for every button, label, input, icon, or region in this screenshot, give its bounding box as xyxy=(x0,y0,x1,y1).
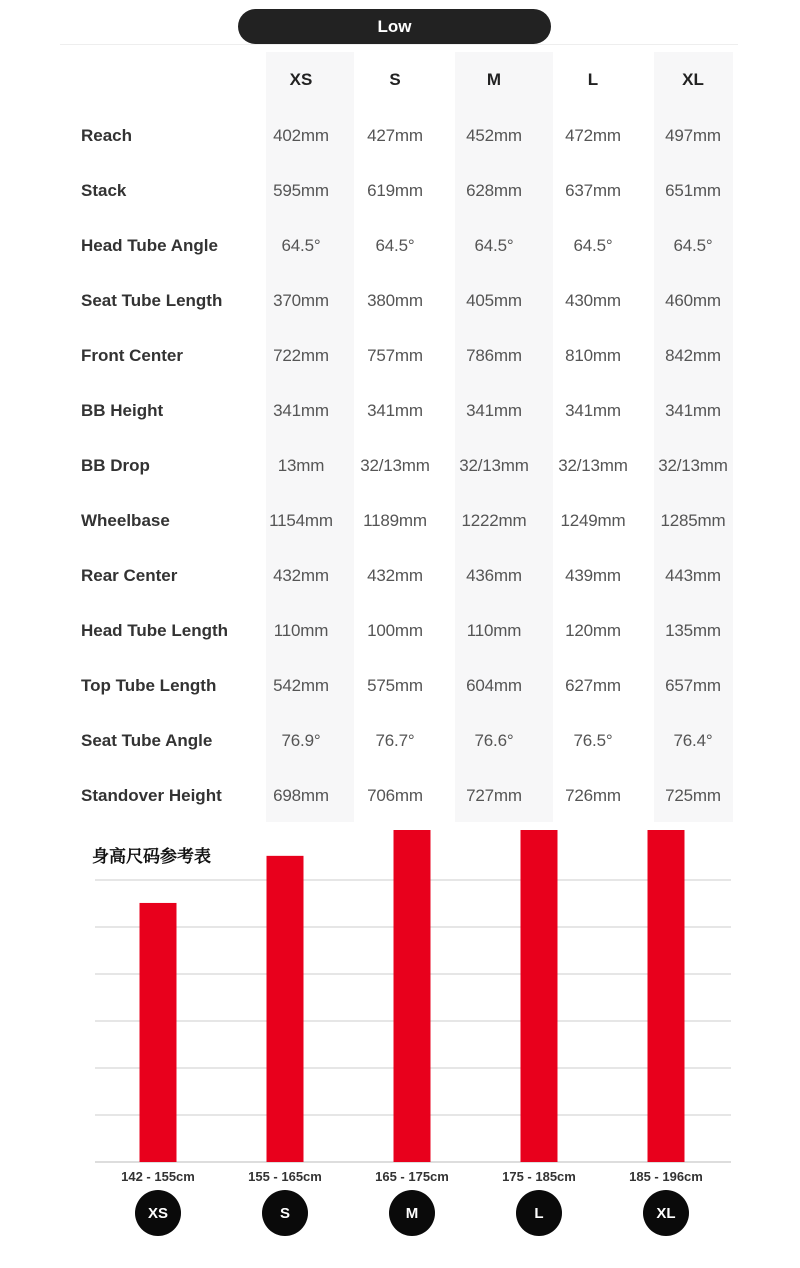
table-cell: 405mm xyxy=(466,291,522,310)
table-cell: 1285mm xyxy=(660,511,726,530)
table-cell: 341mm xyxy=(665,401,721,420)
bar-xs xyxy=(140,903,177,1162)
bar-xl xyxy=(648,830,685,1162)
row-label: Rear Center xyxy=(81,566,178,585)
table-cell: 341mm xyxy=(367,401,423,420)
table-cell: 651mm xyxy=(665,181,721,200)
row-label: BB Height xyxy=(81,401,164,420)
table-cell: 786mm xyxy=(466,346,522,365)
table-cell: 432mm xyxy=(273,566,329,585)
table-cell: 64.5° xyxy=(673,236,713,255)
table-cell: 432mm xyxy=(367,566,423,585)
table-cell: 76.6° xyxy=(474,731,514,750)
x-tick-label: 175 - 185cm xyxy=(502,1169,576,1184)
bar-l xyxy=(521,830,558,1162)
table-row xyxy=(0,456,800,511)
table-row xyxy=(0,346,800,401)
table-cell: 341mm xyxy=(565,401,621,420)
table-cell: 76.5° xyxy=(573,731,613,750)
table-cell: 1154mm xyxy=(269,511,333,530)
table-cell: 460mm xyxy=(665,291,721,310)
row-label: BB Drop xyxy=(81,456,150,475)
table-cell: 698mm xyxy=(273,786,329,805)
table-cell: 542mm xyxy=(273,676,329,695)
table-cell: 341mm xyxy=(466,401,522,420)
table-cell: 575mm xyxy=(367,676,423,695)
table-cell: 427mm xyxy=(367,126,423,145)
size-badge-s: S xyxy=(262,1190,308,1236)
table-cell: 76.4° xyxy=(673,731,713,750)
row-label: Head Tube Angle xyxy=(81,236,218,255)
table-row xyxy=(0,236,800,291)
column-header-s: S xyxy=(389,70,401,89)
table-cell: 32/13mm xyxy=(558,456,628,475)
table-row xyxy=(0,181,800,236)
size-badge-l: L xyxy=(516,1190,562,1236)
table-cell: 722mm xyxy=(273,346,329,365)
bar-m xyxy=(394,830,431,1162)
table-cell: 110mm xyxy=(273,621,329,640)
header-pill[interactable] xyxy=(238,9,551,44)
table-row xyxy=(0,511,800,566)
table-cell: 32/13mm xyxy=(459,456,529,475)
x-tick-label: 142 - 155cm xyxy=(121,1169,195,1184)
row-label: Top Tube Length xyxy=(81,676,217,695)
table-cell: 842mm xyxy=(665,346,721,365)
table-cell: 604mm xyxy=(466,676,522,695)
table-cell: 32/13mm xyxy=(658,456,728,475)
table-cell: 135mm xyxy=(665,621,721,640)
table-cell: 439mm xyxy=(565,566,621,585)
table-cell: 627mm xyxy=(565,676,621,695)
x-tick-label: 165 - 175cm xyxy=(375,1169,449,1184)
table-cell: 810mm xyxy=(565,346,621,365)
table-row xyxy=(0,126,800,181)
table-cell: 380mm xyxy=(367,291,423,310)
size-badge-xs: XS xyxy=(135,1190,181,1236)
column-header-l: L xyxy=(587,70,599,89)
table-cell: 13mm xyxy=(277,456,325,475)
table-row xyxy=(0,676,800,731)
table-cell: 64.5° xyxy=(474,236,514,255)
table-cell: 628mm xyxy=(466,181,522,200)
x-tick-label: 155 - 165cm xyxy=(248,1169,322,1184)
table-cell: 436mm xyxy=(466,566,522,585)
row-label: Seat Tube Length xyxy=(81,291,223,310)
table-cell: 32/13mm xyxy=(360,456,430,475)
table-row xyxy=(0,566,800,621)
table-cell: 120mm xyxy=(565,621,621,640)
table-row xyxy=(0,291,800,346)
row-label: Standover Height xyxy=(81,786,222,805)
table-cell: 725mm xyxy=(665,786,721,805)
table-cell: 706mm xyxy=(367,786,423,805)
table-cell: 1222mm xyxy=(461,511,527,530)
column-header-xs: XS xyxy=(289,70,313,89)
row-label: Head Tube Length xyxy=(81,621,229,640)
table-cell: 341mm xyxy=(273,401,329,420)
table-cell: 637mm xyxy=(565,181,621,200)
table-cell: 1249mm xyxy=(560,511,626,530)
size-badge-xl: XL xyxy=(643,1190,689,1236)
row-label: Stack xyxy=(81,181,127,200)
x-tick-label: 185 - 196cm xyxy=(629,1169,703,1184)
table-cell: 497mm xyxy=(665,126,721,145)
bar-s xyxy=(267,856,304,1162)
header-title: Low xyxy=(377,16,412,36)
divider xyxy=(60,44,738,45)
row-label: Wheelbase xyxy=(81,511,170,530)
row-label: Front Center xyxy=(81,346,183,365)
table-cell: 657mm xyxy=(665,676,721,695)
table-cell: 757mm xyxy=(367,346,423,365)
table-cell: 76.9° xyxy=(281,731,321,750)
table-row xyxy=(0,401,800,456)
column-header-m: M xyxy=(486,70,502,89)
table-cell: 64.5° xyxy=(375,236,415,255)
table-cell: 452mm xyxy=(466,126,522,145)
table-cell: 726mm xyxy=(565,786,621,805)
table-row xyxy=(0,621,800,676)
table-cell: 402mm xyxy=(273,126,329,145)
table-cell: 430mm xyxy=(565,291,621,310)
size-badge-m: M xyxy=(389,1190,435,1236)
table-cell: 595mm xyxy=(273,181,329,200)
table-cell: 64.5° xyxy=(573,236,613,255)
column-header-xl: XL xyxy=(682,70,704,89)
table-cell: 370mm xyxy=(273,291,329,310)
table-row xyxy=(0,731,800,786)
table-cell: 619mm xyxy=(367,181,423,200)
table-cell: 1189mm xyxy=(363,511,427,530)
row-label: Seat Tube Angle xyxy=(81,731,213,750)
table-cell: 472mm xyxy=(565,126,621,145)
table-cell: 100mm xyxy=(367,621,423,640)
table-cell: 64.5° xyxy=(281,236,321,255)
chart-title: 身高尺码参考表 xyxy=(92,847,211,867)
table-cell: 110mm xyxy=(466,621,522,640)
table-cell: 76.7° xyxy=(375,731,415,750)
table-cell: 443mm xyxy=(665,566,721,585)
table-cell: 727mm xyxy=(466,786,522,805)
row-label: Reach xyxy=(81,126,133,145)
